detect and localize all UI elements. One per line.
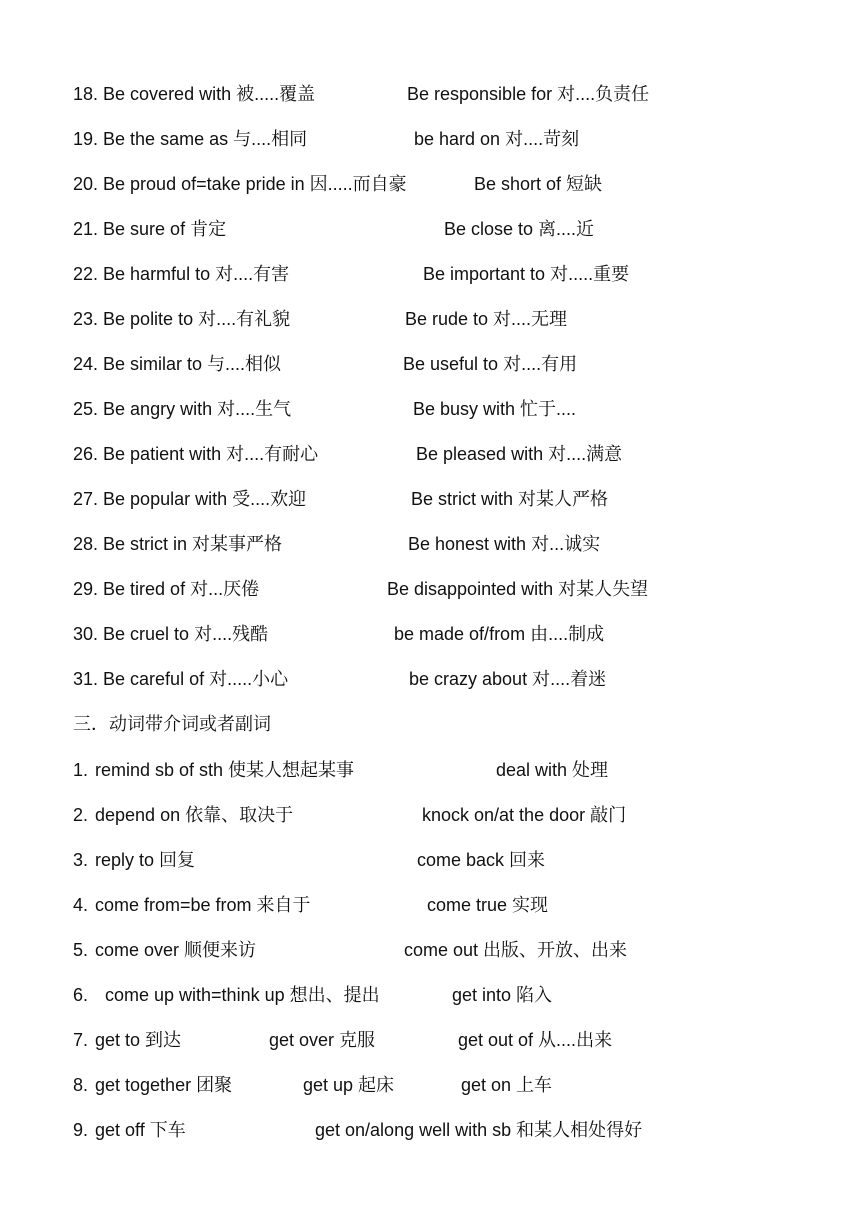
phrase-left: 26. Be patient with 对....有耐心	[73, 444, 319, 464]
phrase-left: 27. Be popular with 受....欢迎	[73, 489, 307, 509]
phrase-row	[0, 304, 860, 334]
phrase-left: 21. Be sure of 肯定	[73, 219, 227, 239]
phrase-item: come back 回来	[417, 850, 546, 870]
row-number: 9.	[73, 1120, 89, 1140]
phrase-row	[0, 169, 860, 199]
phrase-right: Be honest with 对...诚实	[408, 534, 601, 554]
phrase-item: come up with=think up 想出、提出	[105, 985, 380, 1005]
row-number: 6.	[73, 985, 89, 1005]
phrase-item: get into 陷入	[452, 985, 553, 1005]
phrase-left: 22. Be harmful to 对....有害	[73, 264, 290, 284]
phrase-right: Be useful to 对....有用	[403, 354, 578, 374]
phrase-left: 23. Be polite to 对....有礼貌	[73, 309, 291, 329]
phrase-right: Be responsible for 对....负责任	[407, 84, 650, 104]
phrase-row	[0, 529, 860, 559]
phrase-row	[0, 980, 860, 1010]
phrase-row	[0, 935, 860, 965]
phrase-row	[0, 1070, 860, 1100]
row-number: 4.	[73, 895, 89, 915]
row-number: 1.	[73, 760, 89, 780]
phrase-right: Be rude to 对....无理	[405, 309, 568, 329]
phrase-right: be hard on 对....苛刻	[414, 129, 580, 149]
phrase-item: get on 上车	[461, 1075, 553, 1095]
phrase-right: Be important to 对.....重要	[423, 264, 630, 284]
phrase-row	[0, 574, 860, 604]
phrase-row	[0, 890, 860, 920]
row-number: 2.	[73, 805, 89, 825]
phrase-left: 30. Be cruel to 对....残酷	[73, 624, 269, 644]
phrase-left: 29. Be tired of 对...厌倦	[73, 579, 260, 599]
phrase-row	[0, 394, 860, 424]
phrase-item: get over 克服	[269, 1030, 376, 1050]
phrase-item: remind sb of sth 使某人想起某事	[95, 760, 355, 780]
phrase-item: reply to 回复	[95, 850, 196, 870]
phrase-row	[0, 124, 860, 154]
phrase-left: 25. Be angry with 对....生气	[73, 399, 292, 419]
phrase-right: Be short of 短缺	[474, 174, 603, 194]
row-number: 3.	[73, 850, 89, 870]
phrase-row	[0, 755, 860, 785]
phrase-row	[0, 800, 860, 830]
phrase-row	[0, 1115, 860, 1145]
phrase-left: 24. Be similar to 与....相似	[73, 354, 282, 374]
phrase-item: deal with 处理	[496, 760, 609, 780]
phrase-left: 18. Be covered with 被.....覆盖	[73, 84, 316, 104]
phrase-row	[0, 619, 860, 649]
phrase-item: come true 实现	[427, 895, 549, 915]
phrase-row	[0, 845, 860, 875]
phrase-row	[0, 349, 860, 379]
phrase-item: get together 团聚	[95, 1075, 233, 1095]
phrase-item: get on/along well with sb 和某人相处得好	[315, 1120, 643, 1140]
phrase-right: Be strict with 对某人严格	[411, 489, 609, 509]
phrase-row	[0, 214, 860, 244]
phrase-item: come over 顺便来访	[95, 940, 257, 960]
row-number: 8.	[73, 1075, 89, 1095]
phrase-right: Be close to 离....近	[444, 219, 595, 239]
phrase-item: get out of 从....出来	[458, 1030, 613, 1050]
phrase-item: depend on 依靠、取决于	[95, 805, 294, 825]
phrase-row	[0, 484, 860, 514]
phrase-left: 20. Be proud of=take pride in 因.....而自豪	[73, 174, 407, 194]
row-number: 5.	[73, 940, 89, 960]
phrase-item: get off 下车	[95, 1120, 186, 1140]
phrase-row	[0, 439, 860, 469]
phrase-left: 19. Be the same as 与....相同	[73, 129, 308, 149]
phrase-item: knock on/at the door 敲门	[422, 805, 627, 825]
phrase-right: Be disappointed with 对某人失望	[387, 579, 649, 599]
phrase-right: Be busy with 忙于....	[413, 399, 577, 419]
phrase-item: come out 出版、开放、出来	[404, 940, 628, 960]
phrase-left: 31. Be careful of 对.....小心	[73, 669, 289, 689]
section-heading: 三．动词带介词或者副词	[73, 714, 271, 734]
phrase-right: Be pleased with 对....满意	[416, 444, 623, 464]
row-number: 7.	[73, 1030, 89, 1050]
phrase-row	[0, 259, 860, 289]
phrase-item: come from=be from 来自于	[95, 895, 311, 915]
phrase-left: 28. Be strict in 对某事严格	[73, 534, 283, 554]
phrase-row	[0, 1025, 860, 1055]
phrase-item: get up 起床	[303, 1075, 395, 1095]
phrase-right: be made of/from 由....制成	[394, 624, 605, 644]
phrase-right: be crazy about 对....着迷	[409, 669, 607, 689]
phrase-row	[0, 664, 860, 694]
phrase-item: get to 到达	[95, 1030, 182, 1050]
phrase-row	[0, 79, 860, 109]
